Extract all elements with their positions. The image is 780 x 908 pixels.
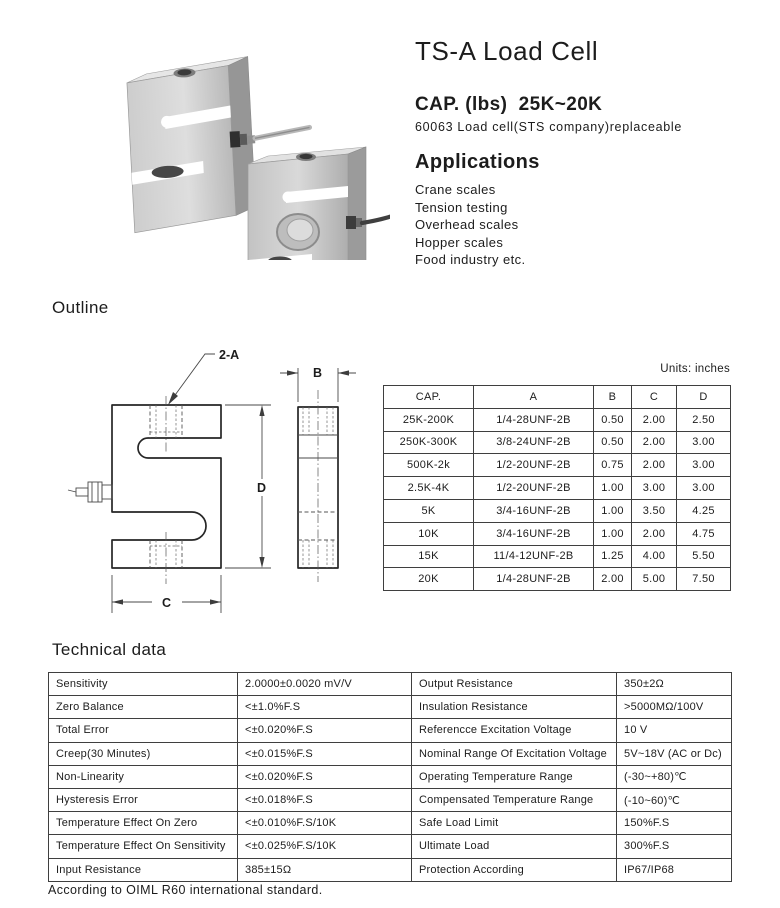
thread-a-cell: 1/2-20UNF-2B (474, 454, 594, 477)
spec-name-left: Sensitivity (49, 673, 238, 696)
dimension-c-label: C (162, 596, 172, 610)
spec-value-left: <±0.025%F.S/10K (238, 835, 412, 858)
dimension-row (384, 477, 731, 500)
spec-value-right: 300%F.S (617, 835, 732, 858)
spec-name-left: Zero Balance (49, 696, 238, 719)
dim-d-cell: 3.00 (677, 477, 731, 500)
spec-value-left: <±0.010%F.S/10K (238, 812, 412, 835)
spec-row (49, 673, 732, 696)
application-item: Food industry etc. (415, 252, 526, 267)
cap-cell: 20K (384, 568, 474, 591)
dimension-column-header: D (677, 386, 731, 409)
cap-cell: 500K-2k (384, 454, 474, 477)
spec-row (49, 765, 732, 788)
capacity-heading: CAP. (lbs) 25K~20K (415, 94, 603, 115)
technical-data-table (48, 672, 732, 882)
dimension-d (225, 405, 271, 568)
spec-value-left: <±0.020%F.S (238, 719, 412, 742)
units-note: Units: inches (660, 363, 730, 375)
thread-a-cell: 3/4-16UNF-2B (474, 499, 594, 522)
dimension-table (383, 385, 731, 591)
spec-name-left: Temperature Effect On Zero (49, 812, 238, 835)
spec-name-right: Insulation Resistance (412, 696, 617, 719)
dimension-row (384, 408, 731, 431)
dimension-row (384, 499, 731, 522)
application-item: Hopper scales (415, 234, 504, 250)
side-view (298, 390, 338, 582)
thread-a-cell: 1/4-28UNF-2B (474, 408, 594, 431)
cap-cell: 25K-200K (384, 408, 474, 431)
dimension-row (384, 431, 731, 454)
application-item: Overhead scales (415, 217, 519, 232)
dimension-column-header: CAP. (384, 386, 474, 409)
standard-footnote: According to OIML R60 international standard. (48, 883, 323, 897)
dimension-c (112, 575, 221, 613)
thread-a-cell: 3/4-16UNF-2B (474, 522, 594, 545)
spec-name-right: Ultimate Load (412, 835, 617, 858)
spec-row (49, 812, 732, 835)
dim-c-cell: 2.00 (632, 454, 677, 477)
dim-c-cell: 5.00 (632, 568, 677, 591)
spec-value-left: 2.0000±0.0020 mV/V (238, 673, 412, 696)
spec-name-right: Referencce Excitation Voltage (412, 719, 617, 742)
dim-b-cell: 0.50 (594, 431, 632, 454)
dimension-column-header: A (474, 386, 594, 409)
spec-value-right: >5000MΩ/100V (617, 696, 732, 719)
cap-cell: 2.5K-4K (384, 477, 474, 500)
page-title: TS-A Load Cell (415, 36, 599, 66)
spec-value-right: 350±2Ω (617, 673, 732, 696)
dim-b-cell: 1.00 (594, 477, 632, 500)
product-photo (88, 40, 390, 260)
dim-c-cell: 2.00 (632, 522, 677, 545)
spec-value-right: IP67/IP68 (617, 858, 732, 881)
spec-name-right: Safe Load Limit (412, 812, 617, 835)
spec-value-left: <±0.015%F.S (238, 742, 412, 765)
spec-row (49, 788, 732, 811)
spec-row (49, 719, 732, 742)
application-item: Crane scales (415, 182, 496, 197)
spec-name-right: Output Resistance (412, 673, 617, 696)
dim-d-cell: 2.50 (677, 408, 731, 431)
dim-b-cell: 1.25 (594, 545, 632, 568)
technical-data-heading: Technical data (52, 640, 167, 659)
cap-cell: 15K (384, 545, 474, 568)
cable-connector (68, 482, 112, 502)
dim-d-cell: 3.00 (677, 454, 731, 477)
dim-d-cell: 4.25 (677, 499, 731, 522)
dim-c-cell: 2.00 (632, 408, 677, 431)
dim-b-cell: 0.75 (594, 454, 632, 477)
cap-cell: 5K (384, 499, 474, 522)
dim-c-cell: 3.50 (632, 499, 677, 522)
spec-name-right: Operating Temperature Range (412, 765, 617, 788)
dim-d-cell: 7.50 (677, 568, 731, 591)
spec-name-left: Total Error (49, 719, 238, 742)
dim-c-cell: 3.00 (632, 477, 677, 500)
dimension-d-label: D (257, 481, 267, 495)
thread-a-cell: 11/4-12UNF-2B (474, 545, 594, 568)
capacity-subtitle: 60063 Load cell(STS company)replaceable (415, 120, 683, 134)
dimension-row (384, 522, 731, 545)
outline-heading: Outline (52, 298, 109, 317)
spec-name-left: Creep(30 Minutes) (49, 742, 238, 765)
spec-name-left: Hysteresis Error (49, 788, 238, 811)
dimension-row (384, 545, 731, 568)
header-block (415, 30, 760, 269)
spec-row (49, 742, 732, 765)
dimension-row (384, 568, 731, 591)
spec-value-right: (-30~+80)℃ (617, 765, 732, 788)
thread-callout-label: 2-A (219, 348, 240, 362)
dim-c-cell: 2.00 (632, 431, 677, 454)
spec-value-right: 5V~18V (AC or Dc) (617, 742, 732, 765)
thread-a-cell: 1/2-20UNF-2B (474, 477, 594, 500)
spec-name-left: Input Resistance (49, 858, 238, 881)
spec-name-right: Compensated Temperature Range (412, 788, 617, 811)
dim-b-cell: 0.50 (594, 408, 632, 431)
cap-cell: 10K (384, 522, 474, 545)
spec-name-left: Non-Linearity (49, 765, 238, 788)
dimension-column-header: C (632, 386, 677, 409)
dimension-b-label: B (313, 366, 323, 380)
spec-value-left: 385±15Ω (238, 858, 412, 881)
dim-b-cell: 2.00 (594, 568, 632, 591)
dimension-row (384, 454, 731, 477)
spec-name-right: Nominal Range Of Excitation Voltage (412, 742, 617, 765)
spec-value-right: 10 V (617, 719, 732, 742)
dim-d-cell: 4.75 (677, 522, 731, 545)
application-item: Tension testing (415, 199, 508, 215)
load-cell-right (248, 147, 390, 260)
applications-list (415, 181, 760, 269)
dim-b-cell: 1.00 (594, 499, 632, 522)
dimension-table-header (384, 386, 731, 409)
spec-value-left: <±0.018%F.S (238, 788, 412, 811)
spec-row (49, 835, 732, 858)
spec-row (49, 696, 732, 719)
spec-value-right: 150%F.S (617, 812, 732, 835)
thread-callout (168, 348, 239, 405)
thread-a-cell: 1/4-28UNF-2B (474, 568, 594, 591)
applications-heading: Applications (415, 151, 540, 173)
thread-a-cell: 3/8-24UNF-2B (474, 431, 594, 454)
outline-drawing (58, 332, 370, 634)
dim-d-cell: 5.50 (677, 545, 731, 568)
cap-cell: 250K-300K (384, 431, 474, 454)
spec-name-right: Protection According (412, 858, 617, 881)
spec-name-left: Temperature Effect On Sensitivity (49, 835, 238, 858)
front-view (68, 396, 221, 584)
spec-row (49, 858, 732, 881)
spec-value-right: (-10~60)℃ (617, 788, 732, 811)
dim-b-cell: 1.00 (594, 522, 632, 545)
spec-value-left: <±0.020%F.S (238, 765, 412, 788)
dim-c-cell: 4.00 (632, 545, 677, 568)
dim-d-cell: 3.00 (677, 431, 731, 454)
spec-value-left: <±1.0%F.S (238, 696, 412, 719)
dimension-column-header: B (594, 386, 632, 409)
